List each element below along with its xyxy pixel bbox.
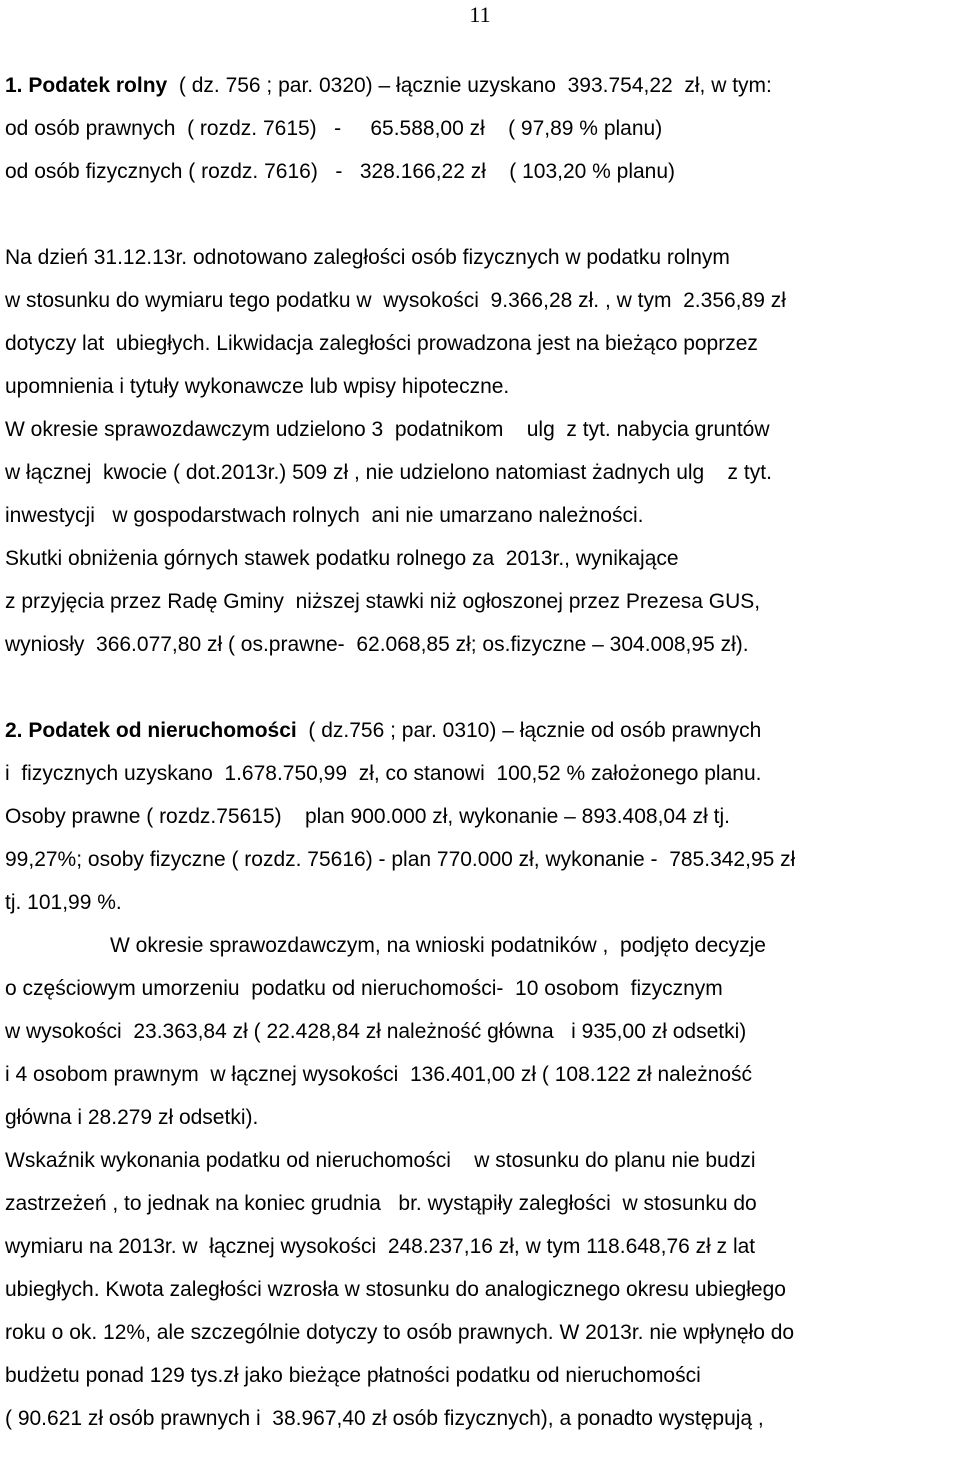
text-line [5,503,643,529]
text-run: dotyczy lat ubiegłych. Likwidacja zaległości prowadzona jest na bieżąco poprzez [5,332,758,355]
text-run: wymiaru na 2013r. w łącznej wysokości 248.237,16 zł, w tym 118.648,76 zł z lat [5,1235,756,1258]
text-line [5,847,795,873]
text-line [5,331,758,357]
text-line [5,718,761,744]
text-line [5,1277,786,1303]
section-heading: 2. Podatek od nieruchomości [5,719,297,742]
text-run: roku o ok. 12%, ale szczególnie dotyczy to osób prawnych. W 2013r. nie wpłynęło do [5,1321,795,1344]
text-run: Skutki obniżenia górnych stawek podatku rolnego za 2013r., wynikające [5,547,679,570]
text-run: budżetu ponad 129 tys.zł jako bieżące płatności podatku od nieruchomości [5,1364,701,1387]
text-run: ubiegłych. Kwota zaległości wzrosła w stosunku do analogicznego okresu ubiegłego [5,1278,786,1301]
text-line [5,890,122,916]
text-line [5,417,770,443]
text-run: Na dzień 31.12.13r. odnotowano zaległości osób fizycznych w podatku rolnym [5,246,730,269]
text-run: tj. 101,99 %. [5,891,122,914]
text-run: w łącznej kwocie ( dot.2013r.) 509 zł , nie udzielono natomiast żadnych ulg z tyt. [5,461,772,484]
section-heading: 1. Podatek rolny [5,74,168,97]
text-run: W okresie sprawozdawczym udzielono 3 podatnikom ulg z tyt. nabycia gruntów [5,418,770,441]
text-run: od osób prawnych ( rozdz. 7615) - 65.588,00 zł ( 97,89 % planu) [5,117,663,140]
text-run: wyniosły 366.077,80 zł ( os.prawne- 62.068,85 zł; os.fizyczne – 304.008,95 zł). [5,633,749,656]
text-run: główna i 28.279 zł odsetki). [5,1106,259,1129]
text-line [5,116,662,142]
text-line [5,761,761,787]
text-line [5,73,772,99]
text-line [5,159,675,185]
text-line [5,1019,746,1045]
text-line [5,1234,755,1260]
text-run: w wysokości 23.363,84 zł ( 22.428,84 zł należność główna i 935,00 zł odsetki) [5,1020,747,1043]
text-run: upomnienia i tytuły wykonawcze lub wpisy hipoteczne. [5,375,510,398]
text-run: i fizycznych uzyskano 1.678.750,99 zł, co stanowi 100,52 % założonego planu. [5,762,762,785]
text-line [5,804,730,830]
text-line [5,589,760,615]
text-line [5,460,772,486]
text-run: o częściowym umorzeniu podatku od nieruchomości- 10 osobom fizycznym [5,977,723,1000]
text-run: i 4 osobom prawnym w łącznej wysokości 136.401,00 zł ( 108.122 zł należność [5,1063,753,1086]
text-run: W okresie sprawozdawczym, na wnioski podatników , podjęto decyzje [5,934,766,957]
text-run: z przyjęcia przez Radę Gminy niższej stawki niż ogłoszonej przez Prezesa GUS, [5,590,761,613]
text-line [5,1105,258,1131]
text-run: 99,27%; osoby fizyczne ( rozdz. 75616) - plan 770.000 zł, wykonanie - 785.342,95 zł [5,848,796,871]
text-line [5,288,786,314]
text-run: Wskaźnik wykonania podatku od nieruchomości w stosunku do planu nie budzi [5,1149,756,1172]
text-run: zastrzeżeń , to jednak na koniec grudnia br. wystąpiły zaległości w stosunku do [5,1192,757,1215]
text-line [5,374,509,400]
text-run: od osób fizycznych ( rozdz. 7616) - 328.166,22 zł ( 103,20 % planu) [5,160,676,183]
text-run: inwestycji w gospodarstwach rolnych ani nie umarzano należności. [5,504,644,527]
text-line [5,1148,756,1174]
text-line [5,1191,757,1217]
text-line [5,245,730,271]
text-run: ( dz. 756 ; par. 0320) – łącznie uzyskano 393.754,22 zł, w tym: [167,74,772,97]
text-run: Osoby prawne ( rozdz.75615) plan 900.000 zł, wykonanie – 893.408,04 zł tj. [5,805,730,828]
page-number: 11 [469,2,491,27]
text-line [5,976,723,1002]
text-run: w stosunku do wymiaru tego podatku w wysokości 9.366,28 zł. , w tym 2.356,89 zł [5,289,786,312]
text-run: ( 90.621 zł osób prawnych i 38.967,40 zł osób fizycznych), a ponadto występują , [5,1407,764,1430]
text-run: ( dz.756 ; par. 0310) – łącznie od osób prawnych [296,719,762,742]
text-line [5,1363,701,1389]
text-line [5,1320,794,1346]
text-line [5,1406,764,1432]
text-line [5,1062,752,1088]
text-line [5,933,766,959]
text-line [5,546,679,572]
text-line [5,632,749,658]
